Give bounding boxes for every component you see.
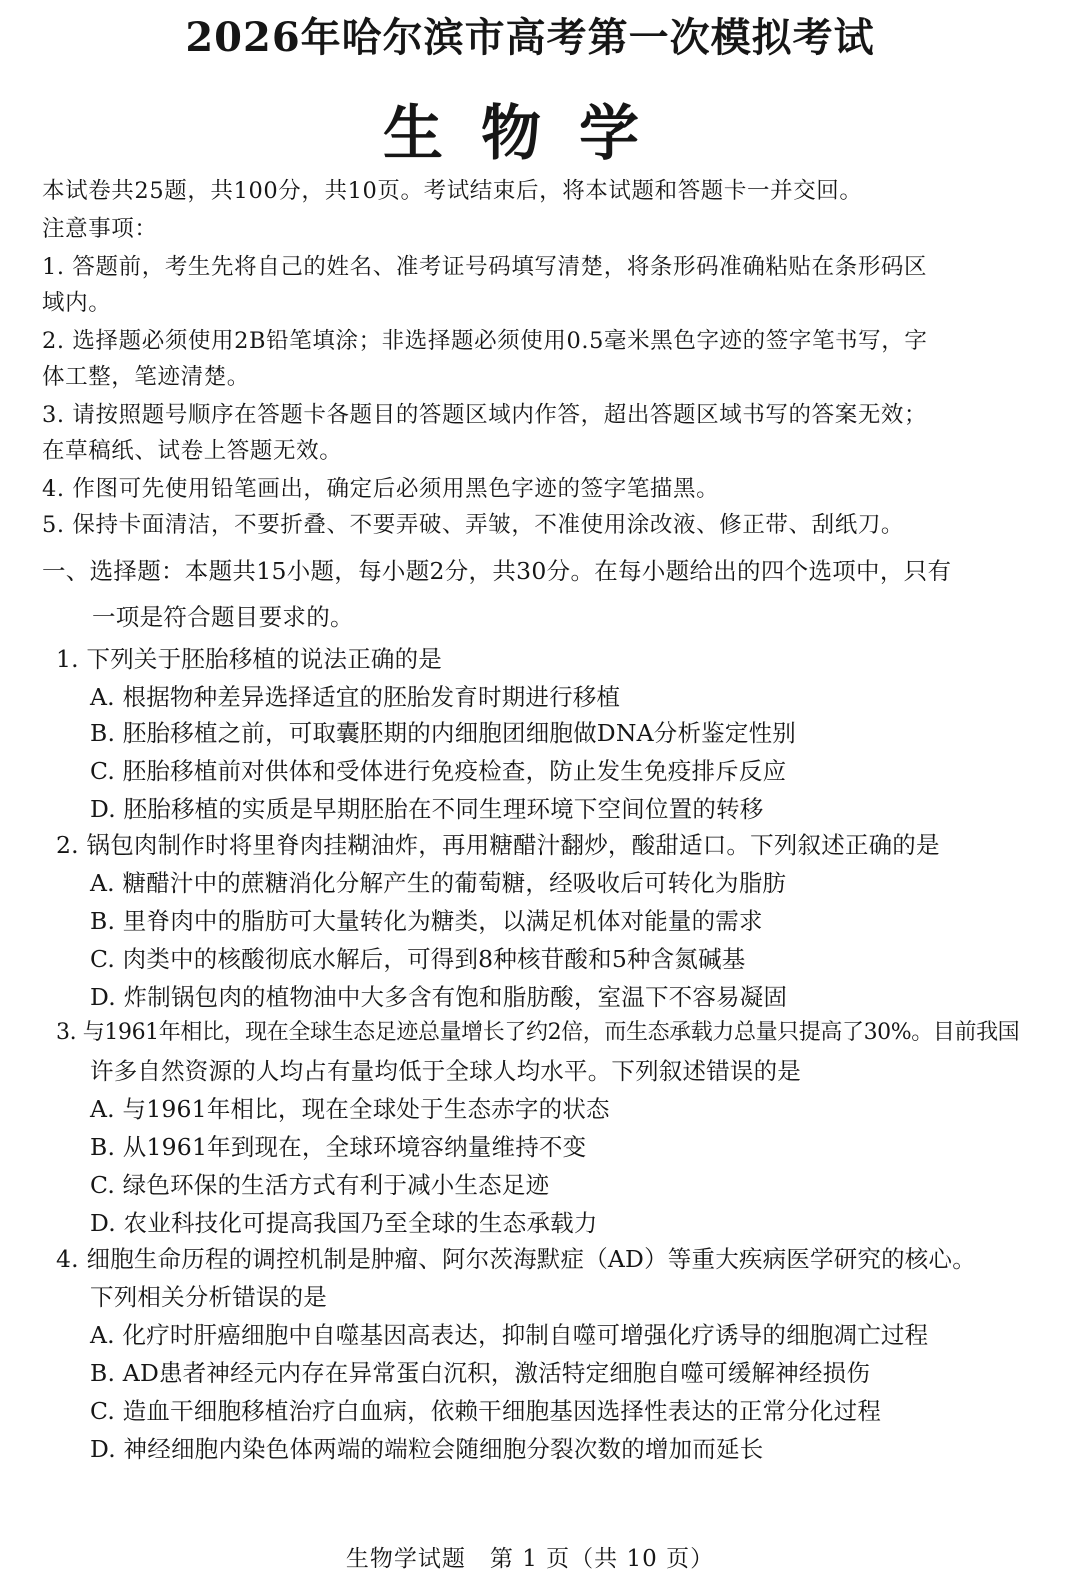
question-4-stem-line-2: 下列相关分析错误的是	[90, 1283, 327, 1311]
question-2-option-a: A. 糖醋汁中的蔗糖消化分解产生的葡萄糖，经吸收后可转化为脂肪	[90, 869, 787, 897]
notice-2-line-1: 2. 选择题必须使用2B铅笔填涂；非选择题必须使用0.5毫米黑色字迹的签字笔书写，字	[42, 328, 928, 354]
exam-summary: 本试卷共25题，共100分，共10页。考试结束后，将本试题和答题卡一并交回。	[42, 178, 863, 204]
exam-title: 2026年哈尔滨市高考第一次模拟考试	[185, 14, 875, 61]
notice-3-line-1: 3. 请按照题号顺序在答题卡各题目的答题区域内作答，超出答题区域书写的答案无效；	[42, 402, 928, 428]
notice-3-line-2: 在草稿纸、试卷上答题无效。	[42, 438, 343, 464]
question-4-option-d: D. 神经细胞内染色体两端的端粒会随细胞分裂次数的增加而延长	[90, 1435, 764, 1463]
question-1-option-b: B. 胚胎移植之前，可取囊胚期的内细胞团细胞做DNA分析鉴定性别	[90, 719, 796, 747]
notice-1-line-1: 1. 答题前，考生先将自己的姓名、准考证号码填写清楚，将条形码准确粘贴在条形码区	[42, 254, 928, 280]
page-footer: 生物学试题 第 1 页（共 10 页）	[345, 1546, 715, 1572]
section-heading-line-2: 一项是符合题目要求的。	[92, 603, 354, 631]
question-1-stem: 1. 下列关于胚胎移植的说法正确的是	[56, 645, 442, 673]
question-3-option-a: A. 与1961年相比，现在全球处于生态赤字的状态	[90, 1095, 610, 1123]
subject-title: 生物学	[383, 99, 677, 169]
question-3-stem-line-2: 许多自然资源的人均占有量均低于全球人均水平。下列叙述错误的是	[90, 1057, 801, 1085]
question-4-stem-line-1: 4. 细胞生命历程的调控机制是肿瘤、阿尔茨海默症（AD）等重大疾病医学研究的核心。	[56, 1245, 976, 1273]
question-3-option-c: C. 绿色环保的生活方式有利于减小生态足迹	[90, 1171, 550, 1199]
question-2-stem: 2. 锅包肉制作时将里脊肉挂糊油炸，再用糖醋汁翻炒，酸甜适口。下列叙述正确的是	[56, 831, 940, 859]
question-4-option-a: A. 化疗时肝癌细胞中自噬基因高表达，抑制自噬可增强化疗诱导的细胞凋亡过程	[90, 1321, 929, 1349]
question-2-option-b: B. 里脊肉中的脂肪可大量转化为糖类，以满足机体对能量的需求	[90, 907, 763, 935]
section-heading-line-1: 一、选择题：本题共15小题，每小题2分，共30分。在每小题给出的四个选项中，只有	[42, 557, 952, 585]
notice-5: 5. 保持卡面清洁，不要折叠、不要弄破、弄皱，不准使用涂改液、修正带、刮纸刀。	[42, 512, 905, 538]
notice-heading: 注意事项：	[42, 216, 158, 242]
question-2-option-c: C. 肉类中的核酸彻底水解后，可得到8种核苷酸和5种含氮碱基	[90, 945, 746, 973]
notice-2-line-2: 体工整，笔迹清楚。	[42, 364, 250, 390]
notice-1-line-2: 域内。	[42, 290, 112, 316]
question-1-option-c: C. 胚胎移植前对供体和受体进行免疫检查，防止发生免疫排斥反应	[90, 757, 787, 785]
question-1-option-d: D. 胚胎移植的实质是早期胚胎在不同生理环境下空间位置的转移	[90, 795, 764, 823]
question-1-option-a: A. 根据物种差异选择适宜的胚胎发育时期进行移植	[90, 683, 621, 711]
question-3-option-b: B. 从1961年到现在，全球环境容纳量维持不变	[90, 1133, 587, 1161]
question-2-option-d: D. 炸制锅包肉的植物油中大多含有饱和脂肪酸，室温下不容易凝固	[90, 983, 788, 1011]
question-4-option-b: B. AD患者神经元内存在异常蛋白沉积，激活特定细胞自噬可缓解神经损伤	[90, 1359, 871, 1387]
question-4-option-c: C. 造血干细胞移植治疗白血病，依赖干细胞基因选择性表达的正常分化过程	[90, 1397, 882, 1425]
question-3-option-d: D. 农业科技化可提高我国乃至全球的生态承载力	[90, 1209, 598, 1237]
question-3-stem-line-1: 3. 与1961年相比，现在全球生态足迹总量增长了约2倍，而生态承载力总量只提高了30%。目前我国	[56, 1020, 1020, 1045]
notice-4: 4. 作图可先使用铅笔画出，确定后必须用黑色字迹的签字笔描黑。	[42, 476, 720, 502]
